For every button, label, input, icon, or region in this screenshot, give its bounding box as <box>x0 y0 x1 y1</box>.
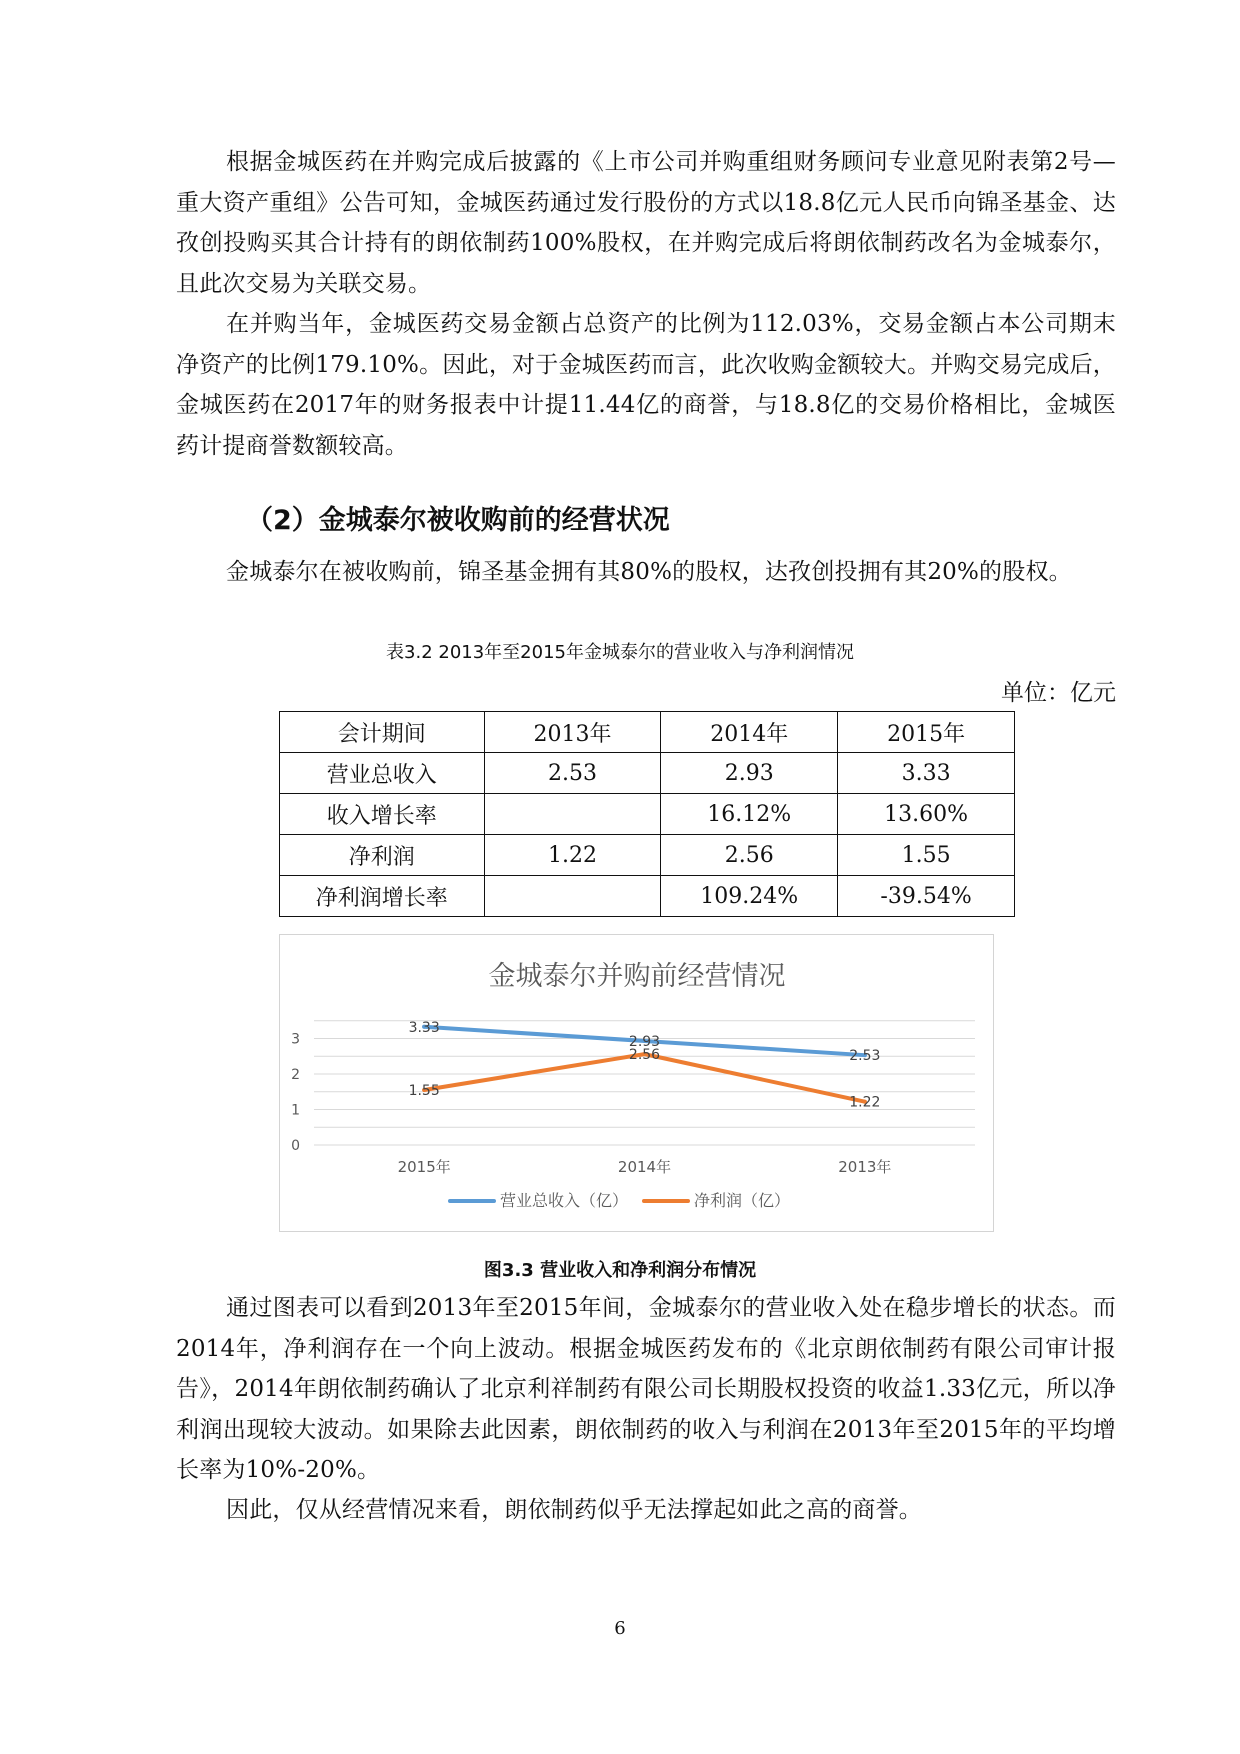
table-header-cell: 2014年 <box>661 712 838 753</box>
table-cell: 2.53 <box>484 753 661 794</box>
section-heading: （2）金城泰尔被收购前的经营状况 <box>246 505 670 536</box>
data-label: 2.93 <box>628 1033 661 1050</box>
paragraph-acquisition-details: 根据金城医药在并购完成后披露的《上市公司并购重组财务顾问专业意见附表第2号—重大资产重组》公告可知，金城医药通过发行股份的方式以18.8亿元人民币向锦圣基金、达孜创投购买其合计持有的朗依制药100%股权，在并购完成后将朗依制药改名为金城泰尔，且此次交易为关联交易。 <box>176 149 1116 297</box>
chart-canvas <box>280 935 995 1233</box>
paragraph-conclusion: 因此，仅从经营情况来看，朗依制药似乎无法撑起如此之高的商誉。 <box>226 1497 922 1523</box>
data-label: 1.55 <box>408 1082 440 1099</box>
table-row <box>280 835 1015 876</box>
data-label: 1.22 <box>849 1094 881 1111</box>
table-cell: 2.56 <box>661 835 838 876</box>
table-header-row <box>280 712 1015 753</box>
table-unit: 单位：亿元 <box>1001 680 1116 706</box>
table-header-cell: 2013年 <box>484 712 661 753</box>
x-tick-label: 2013年 <box>838 1158 892 1176</box>
x-tick-label: 2014年 <box>617 1158 672 1176</box>
table-cell: 109.24% <box>661 876 838 917</box>
page-number: 6 <box>614 1618 626 1639</box>
y-tick-label: 2 <box>291 1067 300 1083</box>
revenue-profit-table <box>279 711 1015 917</box>
x-tick-label: 2015年 <box>397 1158 451 1176</box>
table-cell: 16.12% <box>661 794 838 835</box>
data-label: 2.56 <box>628 1047 661 1064</box>
table-row <box>280 876 1015 917</box>
table-cell: 营业总收入 <box>280 753 485 794</box>
table-cell: 13.60% <box>838 794 1015 835</box>
table-cell: 3.33 <box>838 753 1015 794</box>
paragraph-transaction-ratio: 在并购当年，金城医药交易金额占总资产的比例为112.03%，交易金额占本公司期末净资产的比例179.10%。因此，对于金城医药而言，此次收购金额较大。并购交易完成后，金城医药在2017年的财务报表中计提11.44亿的商誉，与18.8亿的交易价格相比，金城医药计提商誉数额较高。 <box>176 311 1116 459</box>
chart-title: 金城泰尔并购前经营情况 <box>488 961 786 992</box>
table-header-cell: 会计期间 <box>280 712 485 753</box>
table-cell: 收入增长率 <box>280 794 485 835</box>
table-row <box>280 794 1015 835</box>
paragraph-analysis: 通过图表可以看到2013年至2015年间，金城泰尔的营业收入处在稳步增长的状态。而2014年，净利润存在一个向上波动。根据金城医药发布的《北京朗依制药有限公司审计报告》，2014年朗依制药确认了北京利祥制药有限公司长期股权投资的收益1.33亿元，所以净利润出现较大波动。如果除去此因素，朗依制药的收入与利润在2013年至2015年的平均增长率为10%-20%。 <box>176 1295 1116 1483</box>
legend-label: 净利润（亿） <box>694 1191 791 1210</box>
data-label: 3.33 <box>408 1019 440 1036</box>
table-cell <box>484 876 661 917</box>
table-caption: 表3.2 2013年至2015年金城泰尔的营业收入与净利润情况 <box>386 642 854 663</box>
table-cell: 净利润增长率 <box>280 876 485 917</box>
legend-label: 营业总收入（亿） <box>500 1191 629 1210</box>
table-cell: 1.55 <box>838 835 1015 876</box>
data-label: 2.53 <box>849 1048 881 1065</box>
y-tick-label: 0 <box>291 1138 300 1154</box>
line-chart <box>279 934 994 1232</box>
paragraph-ownership: 金城泰尔在被收购前，锦圣基金拥有其80%的股权，达孜创投拥有其20%的股权。 <box>226 559 1072 585</box>
table-cell: 1.22 <box>484 835 661 876</box>
table-cell <box>484 794 661 835</box>
table-row <box>280 753 1015 794</box>
table-cell: -39.54% <box>838 876 1015 917</box>
figure-caption: 图3.3 营业收入和净利润分布情况 <box>483 1260 757 1281</box>
y-tick-label: 3 <box>291 1031 300 1048</box>
table-header-cell: 2015年 <box>838 712 1015 753</box>
table-cell: 净利润 <box>280 835 485 876</box>
table-cell: 2.93 <box>661 753 838 794</box>
y-tick-label: 1 <box>291 1102 300 1119</box>
